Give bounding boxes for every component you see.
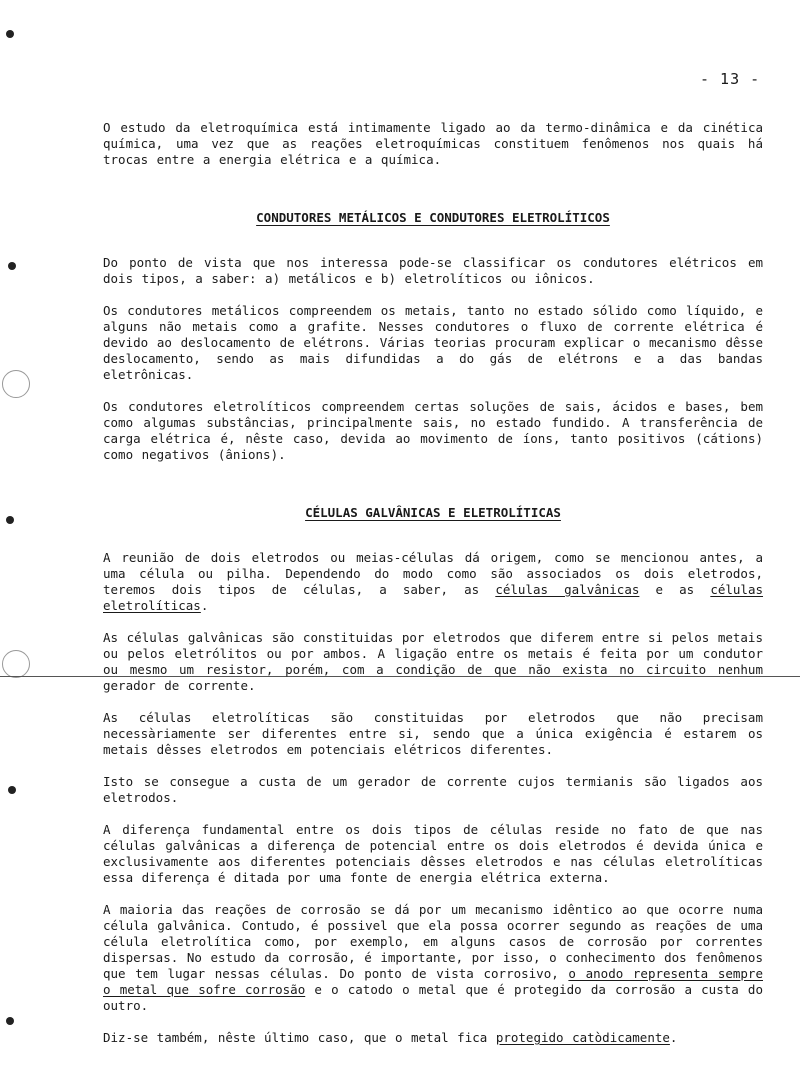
paragraph: As células eletrolíticas são constituidas por eletrodos que não precisam necessàriamente ser diferentes entre si, sendo que a única exigência é estarem os metais dêsses eletrodos em potenciais elétricos diferentes. [103,710,763,757]
text: . [200,598,209,613]
paragraph: Os condutores metálicos compreendem os metais, tanto no estado sólido como líquido, e alguns não metais como a grafite. Nesses condutores o fluxo de corrente elétrica é devido ao deslocamento de elétrons. Várias teorias procuram explicar o mecanismo dêsse deslocamento, sendo as mais difundidas a do gás de elétrons e a das bandas eletrônicas. [103,303,763,382]
text: e as [639,582,711,597]
page-number: - 13 - [700,70,761,88]
paragraph: Do ponto de vista que nos interessa pode-se classificar os condutores elétricos em dois tipos, a saber: a) metálicos e b) eletrolíticos ou iônicos. [103,255,763,286]
binder-hole-mark [8,262,16,270]
text: Diz-se também, nêste último caso, que o metal fica [103,1030,496,1045]
paragraph: A diferença fundamental entre os dois tipos de células reside no fato de que nas células galvânicas a diferença de potencial entre os dois eletrodos é devida única e exclusivamente aos diferentes potenciais dêsses eletrodos e nas células eletrolíticas essa diferença é ditada por uma fonte de energia elétrica externa. [103,822,763,885]
punch-hole [2,650,30,678]
document-body [103,120,763,1046]
binder-hole-mark [8,786,16,794]
underlined-term: células eletrolíticas [103,582,764,613]
paragraph: Os condutores eletrolíticos compreendem certas soluções de sais, ácidos e bases, bem como algumas substâncias, principalmente sais, no estado fundido. A transferência de carga elétrica é, nêste caso, devida ao movimento de íons, tanto positivos (cátions) como negativos (ânions). [103,399,763,462]
binder-hole-mark [6,1017,14,1025]
punch-hole [2,370,30,398]
text: A maioria das reações de corrosão se dá por um mecanismo idêntico ao que ocorre numa célula galvânica. Contudo, é possivel que ela possa ocorrer segundo as reações de uma célula eletrolítica como, por exemplo, em alguns casos de corrosão por correntes dispersas. No estudo da corrosão, é importante, por isso, o conhecimento dos fenômenos que tem lugar nessas células. Do ponto de vista corrosivo, [103,902,763,981]
binder-hole-mark [6,516,14,524]
paragraph [103,550,763,614]
text: . [669,1030,678,1045]
text: e o catodo o metal que é protegido da corrosão a custa do outro. [103,982,763,1013]
paragraph: Isto se consegue a custa de um gerador de corrente cujos termianis são ligados aos eletrodos. [103,774,763,805]
paragraph [103,902,763,1014]
text: A reunião de dois eletrodos ou meias-células dá origem, como se mencionou antes, a uma célula ou pilha. Dependendo do modo como são associados os dois eletrodos, teremos dois tipos de células, a saber, as [103,550,763,597]
binder-hole-mark [6,30,14,38]
section-heading-celulas: CÉLULAS GALVÂNICAS E ELETROLÍTICAS [305,505,561,520]
underlined-term: protegido catòdicamente [495,1030,670,1045]
intro-paragraph: O estudo da eletroquímica está intimamente ligado ao da termo-dinâmica e da cinética química, uma vez que as reações eletroquímicas constituem fenômenos nos quais há trocas entre a energia elétrica e a química. [103,120,763,167]
underlined-phrase: o anodo representa sempre o metal que sofre corrosão [103,966,763,997]
paragraph [103,1030,763,1046]
paragraph: As células galvânicas são constituidas por eletrodos que diferem entre si pelos metais ou pelos eletrólitos ou por ambos. A ligação entre os metais é feita por um condutor ou mesmo um resistor, porém, com a condição de que não exista no circuito nenhum gerador de corrente. [103,630,763,693]
underlined-term: células galvânicas [495,582,640,597]
section-heading-condutores: CONDUTORES METÁLICOS E CONDUTORES ELETROLÍTICOS [256,210,610,225]
